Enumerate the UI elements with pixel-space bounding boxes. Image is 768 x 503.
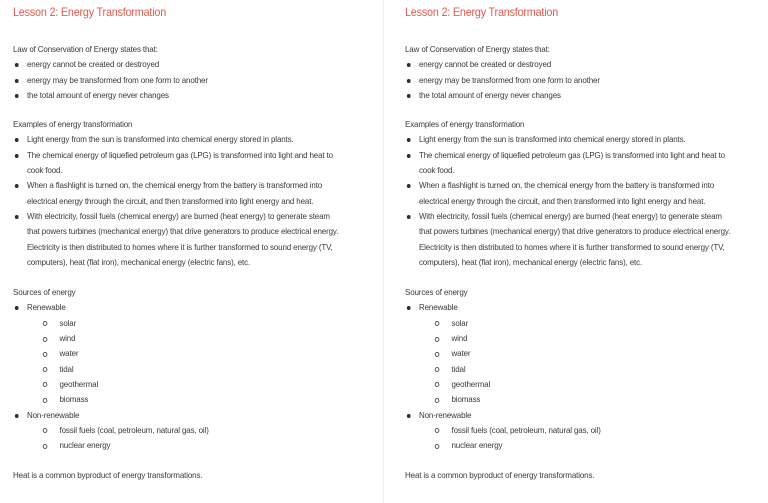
nonrenewable-list — [419, 423, 735, 454]
renewable-list — [27, 316, 343, 408]
page-right — [392, 0, 768, 503]
list-item: solar — [419, 316, 735, 331]
list-item: Light energy from the sun is transformed into chemical energy stored in plants. — [405, 132, 735, 147]
renewable-label: Renewable — [418, 302, 458, 313]
examples-list — [13, 132, 343, 270]
renewable-list — [419, 316, 735, 408]
nonrenewable-label: Non-renewable — [26, 409, 80, 420]
lesson-content — [405, 5, 735, 484]
sources-heading: Sources of energy — [405, 287, 468, 298]
conservation-heading: Law of Conservation of Energy states that: — [405, 44, 550, 54]
list-item: energy may be transformed from one form to another — [405, 73, 735, 88]
sources-list — [13, 300, 343, 453]
sources-list — [405, 300, 735, 453]
lesson-content — [13, 5, 343, 484]
list-item: tidal — [27, 362, 343, 377]
list-item: the total amount of energy never changes — [13, 88, 343, 103]
list-item: fossil fuels (coal, petroleum, natural gas, oil) — [27, 423, 343, 438]
list-item: nuclear energy — [27, 438, 343, 453]
list-item: water — [419, 346, 735, 361]
sources-heading: Sources of energy — [13, 287, 76, 298]
list-item: Light energy from the sun is transformed into chemical energy stored in plants. — [13, 132, 343, 147]
examples-heading: Examples of energy transformation — [13, 119, 133, 130]
list-item: energy cannot be created or destroyed — [13, 57, 343, 72]
page-divider — [383, 0, 384, 503]
page-left — [0, 0, 376, 503]
conservation-list — [405, 57, 735, 103]
list-item: When a flashlight is turned on, the chemical energy from the battery is transformed into electrical energy through the circuit, and then transformed into light energy and heat. — [13, 178, 343, 209]
list-item: water — [27, 346, 343, 361]
list-item: With electricity, fossil fuels (chemical energy) are burned (heat energy) to generate steam that powers turbines (mechanical energy) that drive generators to produce electrical energy. Electricity is then distributed to homes where it is further transformed to sound energy (TV, computers), heat (flat iron), mechanical energy (electric fans), etc. — [405, 209, 735, 270]
list-item: energy cannot be created or destroyed — [405, 57, 735, 72]
lesson-title: Lesson 2: Energy Transformation — [405, 6, 559, 19]
list-item: energy may be transformed from one form to another — [13, 73, 343, 88]
list-item-nonrenewable — [405, 408, 735, 454]
conservation-list — [13, 57, 343, 103]
list-item: geothermal — [419, 377, 735, 392]
list-item: The chemical energy of liquefied petroleum gas (LPG) is transformed into light and heat to cook food. — [13, 148, 343, 179]
list-item-renewable — [405, 300, 735, 407]
list-item: fossil fuels (coal, petroleum, natural gas, oil) — [419, 423, 735, 438]
nonrenewable-label: Non-renewable — [418, 409, 472, 420]
list-item: The chemical energy of liquefied petroleum gas (LPG) is transformed into light and heat to cook food. — [405, 148, 735, 179]
list-item: biomass — [27, 392, 343, 407]
list-item: nuclear energy — [419, 438, 735, 453]
list-item: solar — [27, 316, 343, 331]
list-item: geothermal — [27, 377, 343, 392]
closing-statement: Heat is a common byproduct of energy transformations. — [13, 470, 203, 481]
closing-statement: Heat is a common byproduct of energy transformations. — [405, 470, 595, 481]
examples-heading: Examples of energy transformation — [405, 119, 525, 130]
list-item: biomass — [419, 392, 735, 407]
list-item: With electricity, fossil fuels (chemical energy) are burned (heat energy) to generate steam that powers turbines (mechanical energy) that drive generators to produce electrical energy. Electricity is then distributed to homes where it is further transformed to sound energy (TV, computers), heat (flat iron), mechanical energy (electric fans), etc. — [13, 209, 343, 270]
examples-list — [405, 132, 735, 270]
list-item: the total amount of energy never changes — [405, 88, 735, 103]
conservation-heading: Law of Conservation of Energy states that: — [13, 44, 158, 54]
list-item: wind — [27, 331, 343, 346]
lesson-title: Lesson 2: Energy Transformation — [13, 6, 167, 19]
nonrenewable-list — [27, 423, 343, 454]
list-item-nonrenewable — [13, 408, 343, 454]
list-item-renewable — [13, 300, 343, 407]
renewable-label: Renewable — [26, 302, 66, 313]
list-item: When a flashlight is turned on, the chemical energy from the battery is transformed into electrical energy through the circuit, and then transformed into light energy and heat. — [405, 178, 735, 209]
list-item: tidal — [419, 362, 735, 377]
list-item: wind — [419, 331, 735, 346]
